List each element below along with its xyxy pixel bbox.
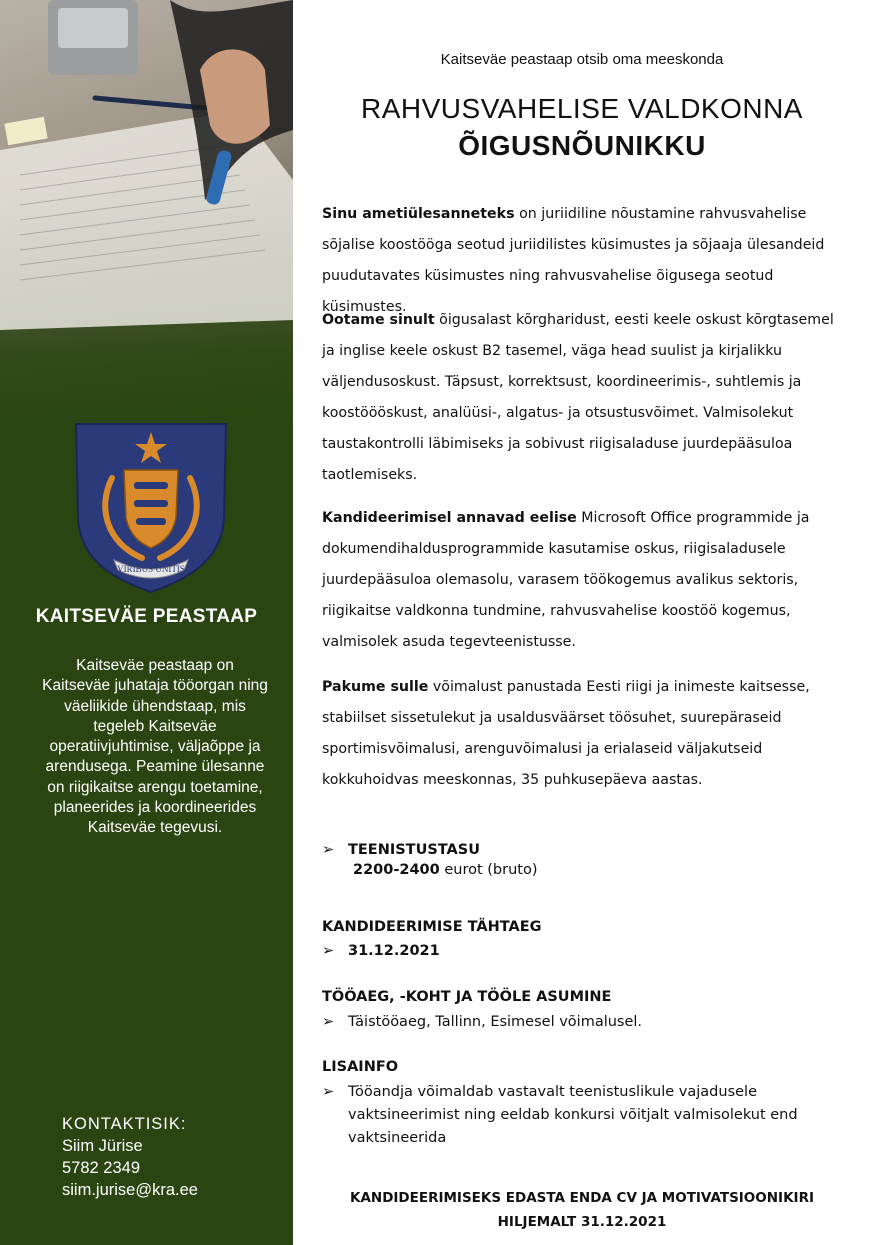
salary-amount: 2200-2400 — [353, 862, 440, 878]
info-bullet — [322, 1081, 842, 1150]
salary-value — [353, 862, 538, 878]
worktime-bullet — [322, 1011, 842, 1034]
sidebar — [0, 0, 293, 1245]
offer-paragraph — [322, 672, 847, 796]
bullet-arrow-icon: ➢ — [322, 1014, 335, 1030]
duties-lead: Sinu ametiülesanneteks — [322, 206, 515, 222]
org-title: KAITSEVÄE PEASTAAP — [35, 606, 258, 627]
job-title-line2: ÕIGUSNÕUNIKKU — [458, 130, 706, 161]
salary-unit: eurot (bruto) — [439, 862, 538, 878]
salary-label: TEENISTUSTASU — [348, 842, 480, 858]
contact-name: Siim Jürise — [62, 1137, 143, 1155]
requirements-text: õigusalast kõrgharidust, eesti keele oskust kõrgtasemel ja inglise keele oskust B2 tasemel, väga head suulist ja kirjalikku väljendusoskust. Täpsust, korrektsust, koordineerimis-, suhtlemis ja koostöööskust, analüüsi-, algatus- ja otsustusvõimet. Valmisolekut taustakontrolli läbimiseks ja sobivust riigisaladuse juurdepääsuloa taotlemiseks. — [322, 312, 834, 483]
bullet-arrow-icon: ➢ — [322, 1084, 335, 1100]
contact-label: KONTAKTISIK: — [62, 1115, 187, 1133]
deadline-heading: KANDIDEERIMISE TÄHTAEG — [322, 919, 542, 935]
contact-phone[interactable]: 5782 2349 — [62, 1159, 140, 1177]
duties-text: on juriidiline nõustamine rahvusvahelise sõjalise koostööga seotud juriidilistes küsimustes ja sõjaaja ülesandeid puudutavates küsimustes ning rahvusvahelise õigusega seotud küsimustes. — [322, 206, 825, 315]
info-value: Tööandja võimaldab vastavalt teenistuslikule vajadusele vaktsineerimist ning eeldab konkursi võitjalt valmisolekut end vaktsineerida — [348, 1084, 798, 1146]
bullet-arrow-icon: ➢ — [322, 943, 335, 959]
requirements-paragraph — [322, 305, 847, 491]
advantages-paragraph — [322, 503, 847, 658]
kaitsevae-emblem — [72, 418, 230, 594]
contact-block — [62, 1113, 198, 1201]
offer-text: võimalust panustada Eesti riigi ja inimeste kaitsesse, stabiilset sissetulekut ja usaldusväärset töösuhet, suurepäraseid sportimisvõimalusi, arenguvõimalusi ja erialaseid väljakutseid kokkuhoidvas meeskonnas, 35 puhkusepäeva aastas. — [322, 679, 810, 788]
emblem-motto: VIRIBUS UNITIS — [117, 564, 185, 574]
bullet-arrow-icon: ➢ — [322, 842, 335, 858]
desk-photo-illustration — [0, 0, 293, 440]
salary-bullet — [322, 839, 842, 862]
tagline: Kaitseväe peastaap otsib oma meeskonda — [440, 51, 724, 68]
advantages-text: Microsoft Office programmide ja dokumendihaldusprogrammide kasutamise oskus, riigisaladusele juurdepääsuloa olemasolu, varasem töökogemus avalikus sektoris, riigikaitse valdkonna tundmine, rahvusvahelise koostöö kogemus, valmisolek asuda tegevteenistusse. — [322, 510, 810, 650]
contact-email[interactable]: siim.jurise@kra.ee — [62, 1181, 198, 1199]
requirements-lead: Ootame sinult — [322, 312, 435, 328]
advantages-lead: Kandideerimisel annavad eelise — [322, 510, 577, 526]
org-description: Kaitseväe peastaap on Kaitseväe juhataja tööorgan ning väeliikide ühendstaap, mis tegeleb Kaitseväe operatiivjuhtimise, väljaõppe ja arendusega. Peamine ülesanne on riigikaitse arengu toetamine, planeerides ja koordineerides Kaitseväe tegevusi. — [42, 657, 268, 837]
footer-line1: KANDIDEERIMISEKS EDASTA ENDA CV JA MOTIVATSIOONIKIRI — [349, 1190, 814, 1206]
info-heading: LISAINFO — [322, 1059, 399, 1075]
header-photo — [0, 0, 293, 440]
job-title-line1: RAHVUSVAHELISE VALDKONNA — [361, 93, 803, 124]
worktime-heading: TÖÖAEG, -KOHT JA TÖÖLE ASUMINE — [322, 989, 612, 1005]
offer-lead: Pakume sulle — [322, 679, 429, 695]
deadline-value: 31.12.2021 — [348, 943, 440, 959]
footer-line2: HILJEMALT 31.12.2021 — [497, 1214, 667, 1230]
application-footer — [322, 1186, 842, 1234]
worktime-value: Täistööaeg, Tallinn, Esimesel võimalusel. — [348, 1014, 643, 1030]
deadline-bullet — [322, 940, 842, 963]
